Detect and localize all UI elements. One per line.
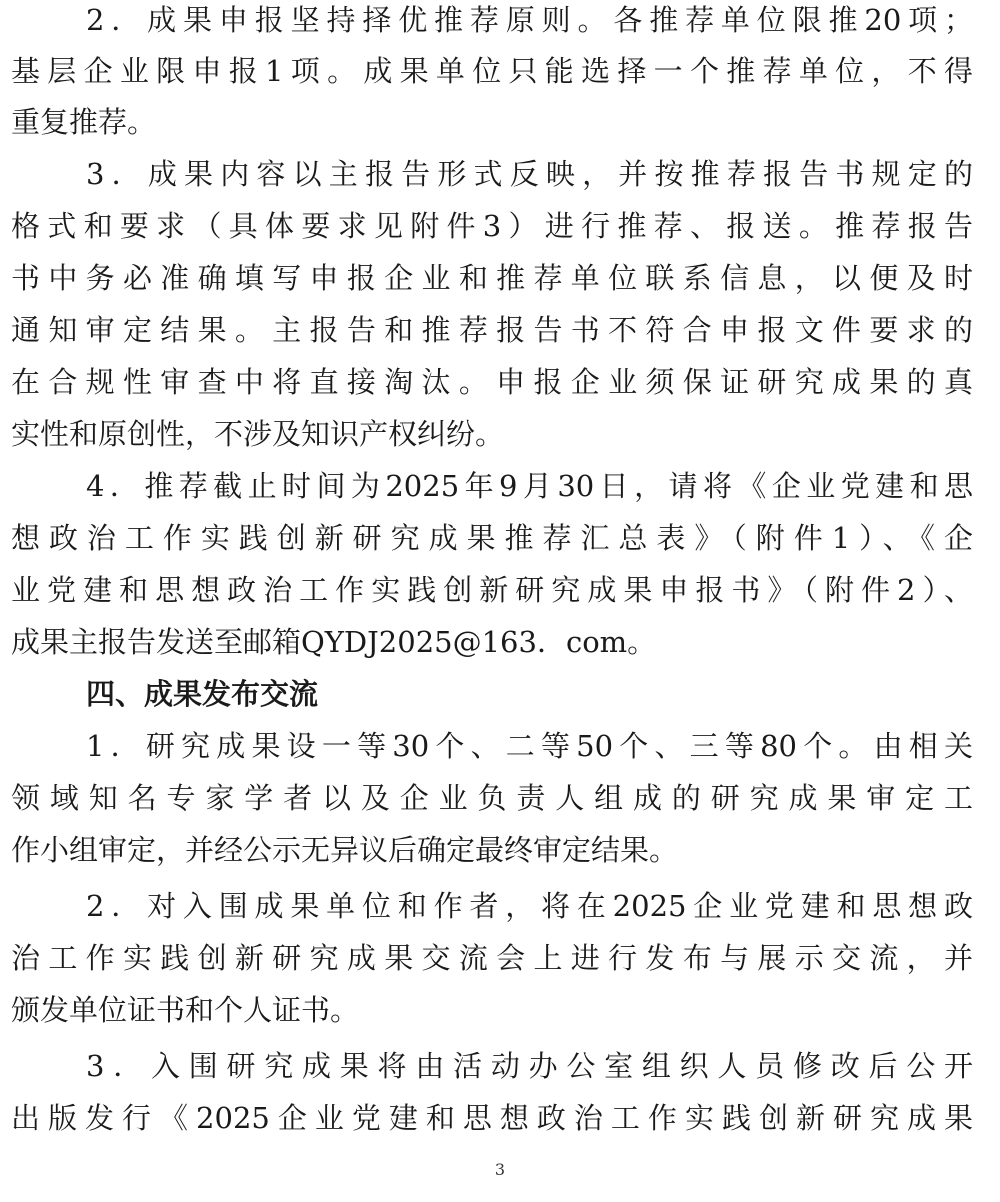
text-line: 1．研究成果设一等30个、二等50个、三等80个。由相关 xyxy=(86,729,973,763)
text-line: 出版发行《2025企业党建和思想政治工作实践创新研究成果 xyxy=(11,1101,973,1135)
page-number: 3 xyxy=(494,1160,506,1179)
text-line: 2．成果申报坚持择优推荐原则。各推荐单位限推20项； xyxy=(86,3,973,37)
text-line: 3．成果内容以主报告形式反映，并按推荐报告书规定的 xyxy=(86,157,973,191)
text-line: 领域知名专家学者以及企业负责人组成的研究成果审定工 xyxy=(11,781,973,815)
text-line: 在合规性审查中将直接淘汰。申报企业须保证研究成果的真 xyxy=(11,365,973,399)
text-line: 成果主报告发送至邮箱QYDJ2025@163．com。 xyxy=(11,625,657,659)
text-line: 实性和原创性，不涉及知识产权纠纷。 xyxy=(11,417,505,451)
text-line: 基层企业限申报1项。成果单位只能选择一个推荐单位，不得 xyxy=(11,54,973,88)
text-line: 重复推荐。 xyxy=(11,105,157,139)
text-line: 想政治工作实践创新研究成果推荐汇总表》（附件1）、《企 xyxy=(11,521,973,555)
section-heading: 四、成果发布交流 xyxy=(86,677,319,711)
text-line: 治工作实践创新研究成果交流会上进行发布与展示交流，并 xyxy=(11,941,973,975)
text-line: 通知审定结果。主报告和推荐报告书不符合申报文件要求的 xyxy=(11,313,973,347)
text-line: 2．对入围成果单位和作者，将在2025企业党建和思想政 xyxy=(86,889,973,923)
text-line: 业党建和思想政治工作实践创新研究成果申报书》（附件2）、 xyxy=(11,573,973,607)
text-line: 书中务必准确填写申报企业和推荐单位联系信息，以便及时 xyxy=(11,261,973,295)
text-line: 4．推荐截止时间为2025年9月30日，请将《企业党建和思 xyxy=(86,469,973,503)
text-line: 作小组审定，并经公示无异议后确定最终审定结果。 xyxy=(11,833,679,867)
text-line: 颁发单位证书和个人证书。 xyxy=(11,993,360,1027)
text-line: 3．入围研究成果将由活动办公室组织人员修改后公开 xyxy=(86,1049,973,1083)
text-line: 格式和要求（具体要求见附件3）进行推荐、报送。推荐报告 xyxy=(11,209,973,243)
